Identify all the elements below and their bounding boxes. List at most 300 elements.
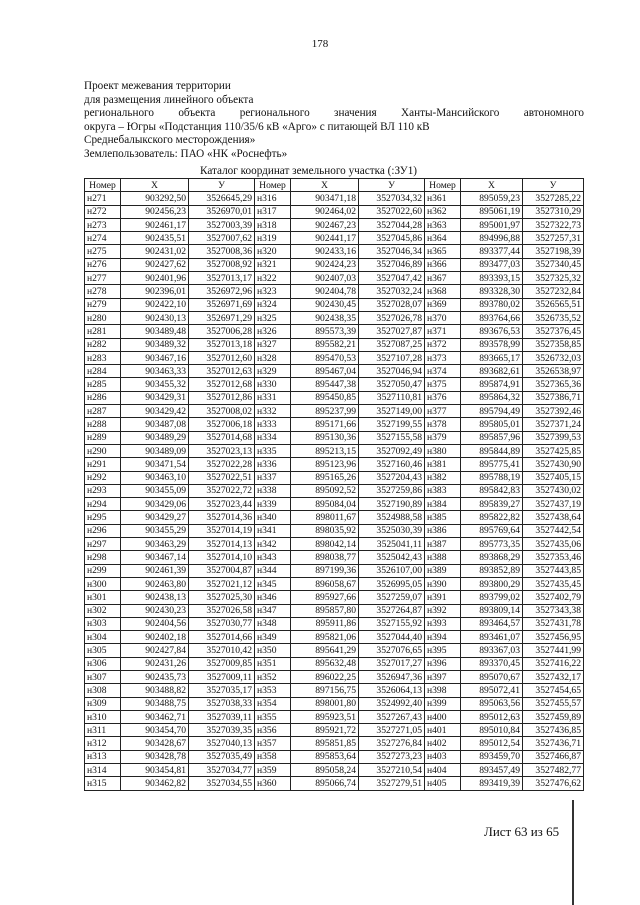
x-coordinate-cell: 895851,85 [291,737,359,750]
x-coordinate-cell: 903455,32 [121,378,189,391]
x-coordinate-cell: 894996,88 [461,232,523,245]
point-number-cell: н349 [255,631,291,644]
x-coordinate-cell: 893809,14 [461,604,523,617]
x-coordinate-cell: 895171,66 [291,418,359,431]
y-coordinate-cell: 3527358,85 [523,338,584,351]
y-coordinate-cell: 3527027,87 [359,325,425,338]
y-coordinate-cell: 3527405,15 [523,471,584,484]
y-coordinate-cell: 3527371,24 [523,418,584,431]
y-coordinate-cell: 3527454,65 [523,684,584,697]
y-coordinate-cell: 3527007,62 [189,232,255,245]
point-number-cell: н376 [425,391,461,404]
land-user-line: Землепользователь: ПАО «НК «Роснефть» [84,147,288,160]
y-coordinate-cell: 3527022,60 [359,205,425,218]
y-coordinate-cell: 3527310,29 [523,205,584,218]
table-row [85,205,584,218]
x-coordinate-cell: 902441,17 [291,232,359,245]
y-coordinate-cell: 3527076,65 [359,644,425,657]
y-coordinate-cell: 3526970,01 [189,205,255,218]
y-coordinate-cell: 3527436,71 [523,737,584,750]
y-coordinate-cell: 3527273,23 [359,750,425,763]
point-number-cell: н400 [425,710,461,723]
x-coordinate-cell: 902461,17 [121,218,189,231]
point-number-cell: н371 [425,325,461,338]
x-coordinate-cell: 893457,49 [461,764,523,777]
point-number-cell: н318 [255,218,291,231]
point-number-cell: н379 [425,431,461,444]
header-line: регионального объекта регионального значения Ханты-Мансийского автономного [84,107,584,120]
point-number-cell: н368 [425,285,461,298]
y-coordinate-cell: 3527030,77 [189,617,255,630]
y-coordinate-cell: 3527190,89 [359,498,425,511]
point-number-cell: н312 [85,737,121,750]
y-coordinate-cell: 3527204,43 [359,471,425,484]
y-coordinate-cell: 3527259,86 [359,484,425,497]
point-number-cell: н328 [255,351,291,364]
point-number-cell: н374 [425,365,461,378]
point-number-cell: н300 [85,577,121,590]
header-line: Среднебалыкского месторождения» [84,134,256,147]
point-number-cell: н387 [425,538,461,551]
x-coordinate-cell: 902430,23 [121,604,189,617]
point-number-cell: н297 [85,538,121,551]
x-coordinate-cell: 895237,99 [291,405,359,418]
y-coordinate-cell: 3527013,18 [189,338,255,351]
y-coordinate-cell: 3527456,95 [523,631,584,644]
x-coordinate-cell: 895012,54 [461,737,523,750]
y-coordinate-cell: 3527160,46 [359,458,425,471]
point-number-cell: н343 [255,551,291,564]
table-row [85,617,584,630]
point-number-cell: н315 [85,777,121,790]
y-coordinate-cell: 3527198,39 [523,245,584,258]
point-number-cell: н344 [255,564,291,577]
y-coordinate-cell: 3527023,13 [189,444,255,457]
y-coordinate-cell: 3527340,45 [523,258,584,271]
point-number-cell: н359 [255,764,291,777]
x-coordinate-cell: 893419,39 [461,777,523,790]
table-row [85,458,584,471]
y-coordinate-cell: 3527402,79 [523,591,584,604]
x-coordinate-cell: 903429,27 [121,511,189,524]
x-coordinate-cell: 902431,26 [121,657,189,670]
point-number-cell: н395 [425,644,461,657]
y-coordinate-cell: 3527264,87 [359,604,425,617]
point-number-cell: н403 [425,750,461,763]
x-coordinate-cell: 893676,53 [461,325,523,338]
point-number-cell: н331 [255,391,291,404]
point-number-cell: н275 [85,245,121,258]
y-coordinate-cell: 3527009,11 [189,670,255,683]
x-coordinate-cell: 898011,67 [291,511,359,524]
y-coordinate-cell: 3527441,99 [523,644,584,657]
table-row [85,378,584,391]
x-coordinate-cell: 902404,56 [121,617,189,630]
point-number-cell: н399 [425,697,461,710]
point-number-cell: н310 [85,710,121,723]
point-number-cell: н353 [255,684,291,697]
point-number-cell: н396 [425,657,461,670]
point-number-cell: н282 [85,338,121,351]
y-coordinate-cell: 3527392,46 [523,405,584,418]
y-coordinate-cell: 3527010,42 [189,644,255,657]
point-number-cell: н390 [425,577,461,590]
x-coordinate-cell: 902435,51 [121,232,189,245]
x-coordinate-cell: 893370,45 [461,657,523,670]
y-coordinate-cell: 3527149,00 [359,405,425,418]
x-coordinate-cell: 895450,85 [291,391,359,404]
x-coordinate-cell: 903467,16 [121,351,189,364]
point-number-cell: н405 [425,777,461,790]
x-coordinate-cell: 895921,72 [291,724,359,737]
x-coordinate-cell: 895857,96 [461,431,523,444]
y-coordinate-cell: 3527276,84 [359,737,425,750]
point-number-cell: н307 [85,670,121,683]
point-number-cell: н362 [425,205,461,218]
x-coordinate-cell: 895001,97 [461,218,523,231]
point-number-cell: н352 [255,670,291,683]
column-header-number: Номер [85,179,121,192]
table-row [85,484,584,497]
y-coordinate-cell: 3527014,19 [189,524,255,537]
y-coordinate-cell: 3527476,62 [523,777,584,790]
point-number-cell: н293 [85,484,121,497]
point-number-cell: н389 [425,564,461,577]
y-coordinate-cell: 3527038,33 [189,697,255,710]
point-number-cell: н285 [85,378,121,391]
column-header-x: X [461,179,523,192]
point-number-cell: н277 [85,272,121,285]
point-number-cell: н334 [255,431,291,444]
x-coordinate-cell: 903489,32 [121,338,189,351]
point-number-cell: н299 [85,564,121,577]
point-number-cell: н392 [425,604,461,617]
point-number-cell: н382 [425,471,461,484]
y-coordinate-cell: 3527014,10 [189,551,255,564]
header-line: Проект межевания территории [84,80,231,92]
table-row [85,644,584,657]
y-coordinate-cell: 3527438,64 [523,511,584,524]
y-coordinate-cell: 3526995,05 [359,577,425,590]
table-row [85,710,584,723]
point-number-cell: н289 [85,431,121,444]
point-number-cell: н377 [425,405,461,418]
y-coordinate-cell: 3526972,96 [189,285,255,298]
point-number-cell: н373 [425,351,461,364]
y-coordinate-cell: 3527026,58 [189,604,255,617]
x-coordinate-cell: 903463,10 [121,471,189,484]
point-number-cell: н360 [255,777,291,790]
x-coordinate-cell: 902467,23 [291,218,359,231]
y-coordinate-cell: 3527012,60 [189,351,255,364]
y-coordinate-cell: 3527012,86 [189,391,255,404]
y-coordinate-cell: 3527044,28 [359,218,425,231]
y-coordinate-cell: 3527022,51 [189,471,255,484]
x-coordinate-cell: 897199,36 [291,564,359,577]
y-coordinate-cell: 3527008,36 [189,245,255,258]
x-coordinate-cell: 895844,89 [461,444,523,457]
point-number-cell: н320 [255,245,291,258]
x-coordinate-cell: 895857,80 [291,604,359,617]
y-coordinate-cell: 3527353,46 [523,551,584,564]
point-number-cell: н313 [85,750,121,763]
point-number-cell: н347 [255,604,291,617]
y-coordinate-cell: 3527430,90 [523,458,584,471]
point-number-cell: н316 [255,192,291,205]
y-coordinate-cell: 3527343,38 [523,604,584,617]
point-number-cell: н381 [425,458,461,471]
column-header-number: Номер [255,179,291,192]
y-coordinate-cell: 3527022,28 [189,458,255,471]
y-coordinate-cell: 3527436,85 [523,724,584,737]
x-coordinate-cell: 902456,23 [121,205,189,218]
y-coordinate-cell: 3527003,39 [189,218,255,231]
y-coordinate-cell: 3527035,17 [189,684,255,697]
y-coordinate-cell: 3524992,40 [359,697,425,710]
x-coordinate-cell: 895775,41 [461,458,523,471]
x-coordinate-cell: 895632,48 [291,657,359,670]
y-coordinate-cell: 3527022,72 [189,484,255,497]
x-coordinate-cell: 897156,75 [291,684,359,697]
x-coordinate-cell: 893800,29 [461,577,523,590]
y-coordinate-cell: 3527034,77 [189,764,255,777]
y-coordinate-cell: 3527046,89 [359,258,425,271]
x-coordinate-cell: 893393,15 [461,272,523,285]
x-coordinate-cell: 903455,29 [121,524,189,537]
point-number-cell: н342 [255,538,291,551]
point-number-cell: н326 [255,325,291,338]
x-coordinate-cell: 893459,70 [461,750,523,763]
y-coordinate-cell: 3527435,06 [523,538,584,551]
point-number-cell: н311 [85,724,121,737]
x-coordinate-cell: 903429,42 [121,405,189,418]
x-coordinate-cell: 898001,80 [291,697,359,710]
x-coordinate-cell: 893578,99 [461,338,523,351]
point-number-cell: н386 [425,524,461,537]
x-coordinate-cell: 895839,27 [461,498,523,511]
x-coordinate-cell: 902430,45 [291,298,359,311]
table-row [85,365,584,378]
point-number-cell: н333 [255,418,291,431]
x-coordinate-cell: 893377,44 [461,245,523,258]
y-coordinate-cell: 3527107,28 [359,351,425,364]
x-coordinate-cell: 896058,67 [291,577,359,590]
x-coordinate-cell: 895012,63 [461,710,523,723]
x-coordinate-cell: 893764,66 [461,311,523,324]
x-coordinate-cell: 902427,62 [121,258,189,271]
x-coordinate-cell: 895805,01 [461,418,523,431]
column-header-x: X [121,179,189,192]
table-row [85,724,584,737]
point-number-cell: н303 [85,617,121,630]
y-coordinate-cell: 3527271,05 [359,724,425,737]
table-row [85,218,584,231]
y-coordinate-cell: 3524988,58 [359,511,425,524]
x-coordinate-cell: 903488,75 [121,697,189,710]
point-number-cell: н361 [425,192,461,205]
table-row [85,444,584,457]
x-coordinate-cell: 902396,01 [121,285,189,298]
x-coordinate-cell: 903292,50 [121,192,189,205]
point-number-cell: н367 [425,272,461,285]
y-coordinate-cell: 3527046,94 [359,365,425,378]
y-coordinate-cell: 3527259,07 [359,591,425,604]
x-coordinate-cell: 903467,14 [121,551,189,564]
point-number-cell: н321 [255,258,291,271]
header-line: для размещения линейного объекта [84,93,254,106]
point-number-cell: н366 [425,258,461,271]
x-coordinate-cell: 903429,31 [121,391,189,404]
x-coordinate-cell: 895874,91 [461,378,523,391]
table-row [85,551,584,564]
x-coordinate-cell: 895927,66 [291,591,359,604]
y-coordinate-cell: 3527416,22 [523,657,584,670]
point-number-cell: н288 [85,418,121,431]
x-coordinate-cell: 895010,84 [461,724,523,737]
table-row [85,764,584,777]
y-coordinate-cell: 3526947,36 [359,670,425,683]
x-coordinate-cell: 898035,92 [291,524,359,537]
point-number-cell: н279 [85,298,121,311]
point-number-cell: н283 [85,351,121,364]
point-number-cell: н388 [425,551,461,564]
point-number-cell: н298 [85,551,121,564]
x-coordinate-cell: 903471,18 [291,192,359,205]
point-number-cell: н378 [425,418,461,431]
page-number: 178 [311,38,329,50]
y-coordinate-cell: 3527008,02 [189,405,255,418]
point-number-cell: н339 [255,498,291,511]
point-number-cell: н304 [85,631,121,644]
x-coordinate-cell: 895573,39 [291,325,359,338]
point-number-cell: н314 [85,764,121,777]
x-coordinate-cell: 903462,82 [121,777,189,790]
x-coordinate-cell: 895130,36 [291,431,359,444]
point-number-cell: н309 [85,697,121,710]
x-coordinate-cell: 903471,54 [121,458,189,471]
point-number-cell: н398 [425,684,461,697]
table-row [85,777,584,790]
y-coordinate-cell: 3527050,47 [359,378,425,391]
y-coordinate-cell: 3527013,17 [189,272,255,285]
point-number-cell: н369 [425,298,461,311]
y-coordinate-cell: 3525042,43 [359,551,425,564]
y-coordinate-cell: 3527045,86 [359,232,425,245]
x-coordinate-cell: 895063,56 [461,697,523,710]
y-coordinate-cell: 3527435,45 [523,577,584,590]
y-coordinate-cell: 3526645,29 [189,192,255,205]
table-row [85,697,584,710]
x-coordinate-cell: 893852,89 [461,564,523,577]
point-number-cell: н280 [85,311,121,324]
y-coordinate-cell: 3527376,45 [523,325,584,338]
x-coordinate-cell: 902435,73 [121,670,189,683]
point-number-cell: н337 [255,471,291,484]
y-coordinate-cell: 3527004,87 [189,564,255,577]
y-coordinate-cell: 3527039,11 [189,710,255,723]
point-number-cell: н346 [255,591,291,604]
table-body [85,192,584,790]
y-coordinate-cell: 3527432,17 [523,670,584,683]
x-coordinate-cell: 895123,96 [291,458,359,471]
x-coordinate-cell: 893477,03 [461,258,523,271]
point-number-cell: н272 [85,205,121,218]
sheet-number: Лист 63 из 65 [484,824,560,839]
table-row [85,511,584,524]
y-coordinate-cell: 3527322,73 [523,218,584,231]
x-coordinate-cell: 895842,83 [461,484,523,497]
point-number-cell: н401 [425,724,461,737]
y-coordinate-cell: 3527455,57 [523,697,584,710]
y-coordinate-cell: 3527047,42 [359,272,425,285]
table-row [85,272,584,285]
point-number-cell: н301 [85,591,121,604]
point-number-cell: н365 [425,245,461,258]
x-coordinate-cell: 895822,82 [461,511,523,524]
y-coordinate-cell: 3527232,84 [523,285,584,298]
x-coordinate-cell: 902463,80 [121,577,189,590]
y-coordinate-cell: 3527012,68 [189,378,255,391]
point-number-cell: н273 [85,218,121,231]
y-coordinate-cell: 3527021,12 [189,577,255,590]
x-coordinate-cell: 902461,39 [121,564,189,577]
x-coordinate-cell: 902438,13 [121,591,189,604]
point-number-cell: н274 [85,232,121,245]
point-number-cell: н332 [255,405,291,418]
point-number-cell: н364 [425,232,461,245]
y-coordinate-cell: 3527482,77 [523,764,584,777]
x-coordinate-cell: 895467,04 [291,365,359,378]
y-coordinate-cell: 3527040,13 [189,737,255,750]
table-row [85,538,584,551]
point-number-cell: н278 [85,285,121,298]
column-header-y: У [189,179,255,192]
x-coordinate-cell: 902433,16 [291,245,359,258]
point-number-cell: н383 [425,484,461,497]
table-row [85,591,584,604]
point-number-cell: н402 [425,737,461,750]
point-number-cell: н324 [255,298,291,311]
y-coordinate-cell: 3527437,19 [523,498,584,511]
x-coordinate-cell: 893799,02 [461,591,523,604]
y-coordinate-cell: 3527443,85 [523,564,584,577]
x-coordinate-cell: 895769,64 [461,524,523,537]
y-coordinate-cell: 3527325,32 [523,272,584,285]
point-number-cell: н372 [425,338,461,351]
point-number-cell: н296 [85,524,121,537]
y-coordinate-cell: 3526064,13 [359,684,425,697]
y-coordinate-cell: 3527459,89 [523,710,584,723]
x-coordinate-cell: 903455,09 [121,484,189,497]
y-coordinate-cell: 3526971,29 [189,311,255,324]
x-coordinate-cell: 895092,52 [291,484,359,497]
x-coordinate-cell: 895773,35 [461,538,523,551]
y-coordinate-cell: 3527386,71 [523,391,584,404]
y-coordinate-cell: 3527430,02 [523,484,584,497]
y-coordinate-cell: 3527039,35 [189,724,255,737]
x-coordinate-cell: 903428,67 [121,737,189,750]
point-number-cell: н327 [255,338,291,351]
point-number-cell: н323 [255,285,291,298]
x-coordinate-cell: 895864,32 [461,391,523,404]
y-coordinate-cell: 3527431,78 [523,617,584,630]
table-row [85,285,584,298]
x-coordinate-cell: 903463,29 [121,538,189,551]
y-coordinate-cell: 3527014,68 [189,431,255,444]
x-coordinate-cell: 895059,23 [461,192,523,205]
y-coordinate-cell: 3527399,53 [523,431,584,444]
x-coordinate-cell: 895821,06 [291,631,359,644]
